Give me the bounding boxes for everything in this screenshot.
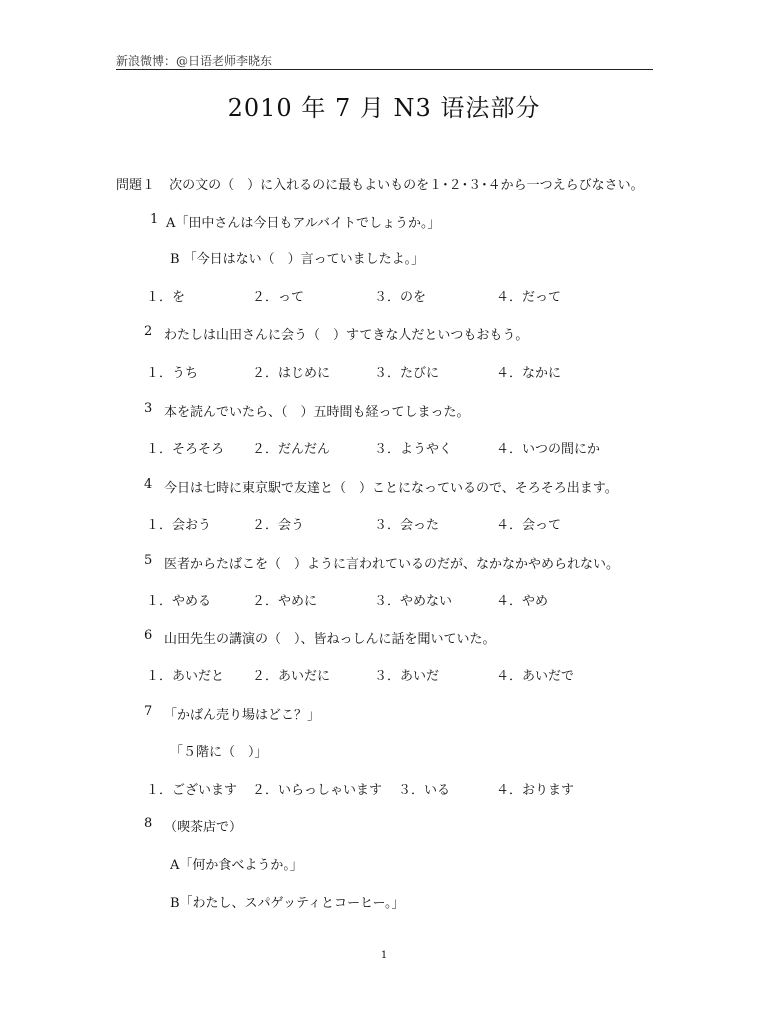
answer-option: ３．のを: [374, 290, 427, 305]
answer-option: ４．あいだで: [496, 669, 575, 684]
question-number: 8: [144, 816, 153, 831]
answer-option: ３．いる: [398, 783, 451, 798]
page-title: 2010 年 7 月 N3 语法部分: [227, 94, 541, 122]
question-number: 7: [144, 704, 153, 719]
question-text: 「５階に（ ）」: [170, 745, 268, 760]
answer-option: ４．いつの間にか: [496, 442, 601, 457]
answer-option: ３．会った: [374, 518, 440, 533]
answer-option: ４．だって: [496, 290, 562, 305]
question-text: 医者からたばこを（ ）ように言われているのだが、なかなかやめられない。: [164, 557, 620, 572]
answer-option: ３．たびに: [374, 366, 440, 381]
question-number: 1: [150, 212, 159, 227]
instruction-label: 問題１: [116, 178, 156, 193]
answer-option: ２．やめに: [252, 594, 318, 609]
answer-option: ４．やめ: [496, 594, 549, 609]
page-number: 1: [380, 950, 388, 961]
answer-option: ２．あいだに: [252, 669, 331, 684]
question-text: B 「今日はない（ ）言っていましたよ。」: [170, 252, 425, 267]
answer-option: １．ございます: [146, 783, 238, 798]
instruction-text: 次の文の（ ）に入れるのに最もよいものを１･２･３･４から一つえらびなさい。: [169, 178, 644, 193]
question-text: （喫茶店で）: [164, 820, 243, 835]
question-text: 「かばん売り場はどこ？」: [164, 708, 321, 723]
answer-option: ２．いらっしゃいます: [252, 783, 383, 798]
question-number: 4: [144, 477, 153, 492]
question-text: 山田先生の講演の（ ）、皆ねっしんに話を聞いていた。: [164, 632, 496, 647]
answer-option: ３．ようやく: [374, 442, 453, 457]
answer-option: ２．会う: [252, 518, 305, 533]
answer-option: ２．はじめに: [252, 366, 331, 381]
instruction: [116, 174, 644, 193]
answer-option: ３．やめない: [374, 594, 453, 609]
question-text: 今日は七時に東京駅で友達と（ ）ことになっているので、そろそろ出ます。: [164, 481, 618, 496]
answer-option: ４．おります: [496, 783, 575, 798]
answer-option: ２．だんだん: [252, 442, 331, 457]
question-text: A「何か食べようか。」: [170, 858, 303, 873]
answer-option: ４．なかに: [496, 366, 562, 381]
question-number: 6: [144, 628, 153, 643]
question-number: 5: [144, 553, 153, 568]
question-number: 3: [144, 401, 153, 416]
question-text: A「田中さんは今日もアルバイトでしょうか。」: [166, 216, 441, 231]
question-text: わたしは山田さんに会う（ ）すてきな人だといつもおもう。: [164, 328, 529, 343]
header-rule: [116, 69, 653, 70]
answer-option: ４．会って: [496, 518, 562, 533]
question-number: 2: [144, 324, 153, 339]
answer-option: １．を: [146, 290, 186, 305]
answer-option: １．やめる: [146, 594, 212, 609]
answer-option: ２．って: [252, 290, 305, 305]
header-text: 新浪微博：@日语老师李晓东: [116, 54, 273, 68]
answer-option: ３．あいだ: [374, 669, 440, 684]
answer-option: １．会おう: [146, 518, 212, 533]
question-text: B「わたし、スパゲッティとコーヒー。」: [170, 896, 405, 911]
answer-option: １．あいだと: [146, 669, 225, 684]
answer-option: １．そろそろ: [146, 442, 225, 457]
question-text: 本を読んでいたら、（ ）五時間も経ってしまった。: [164, 405, 470, 420]
answer-option: １．うち: [146, 366, 199, 381]
